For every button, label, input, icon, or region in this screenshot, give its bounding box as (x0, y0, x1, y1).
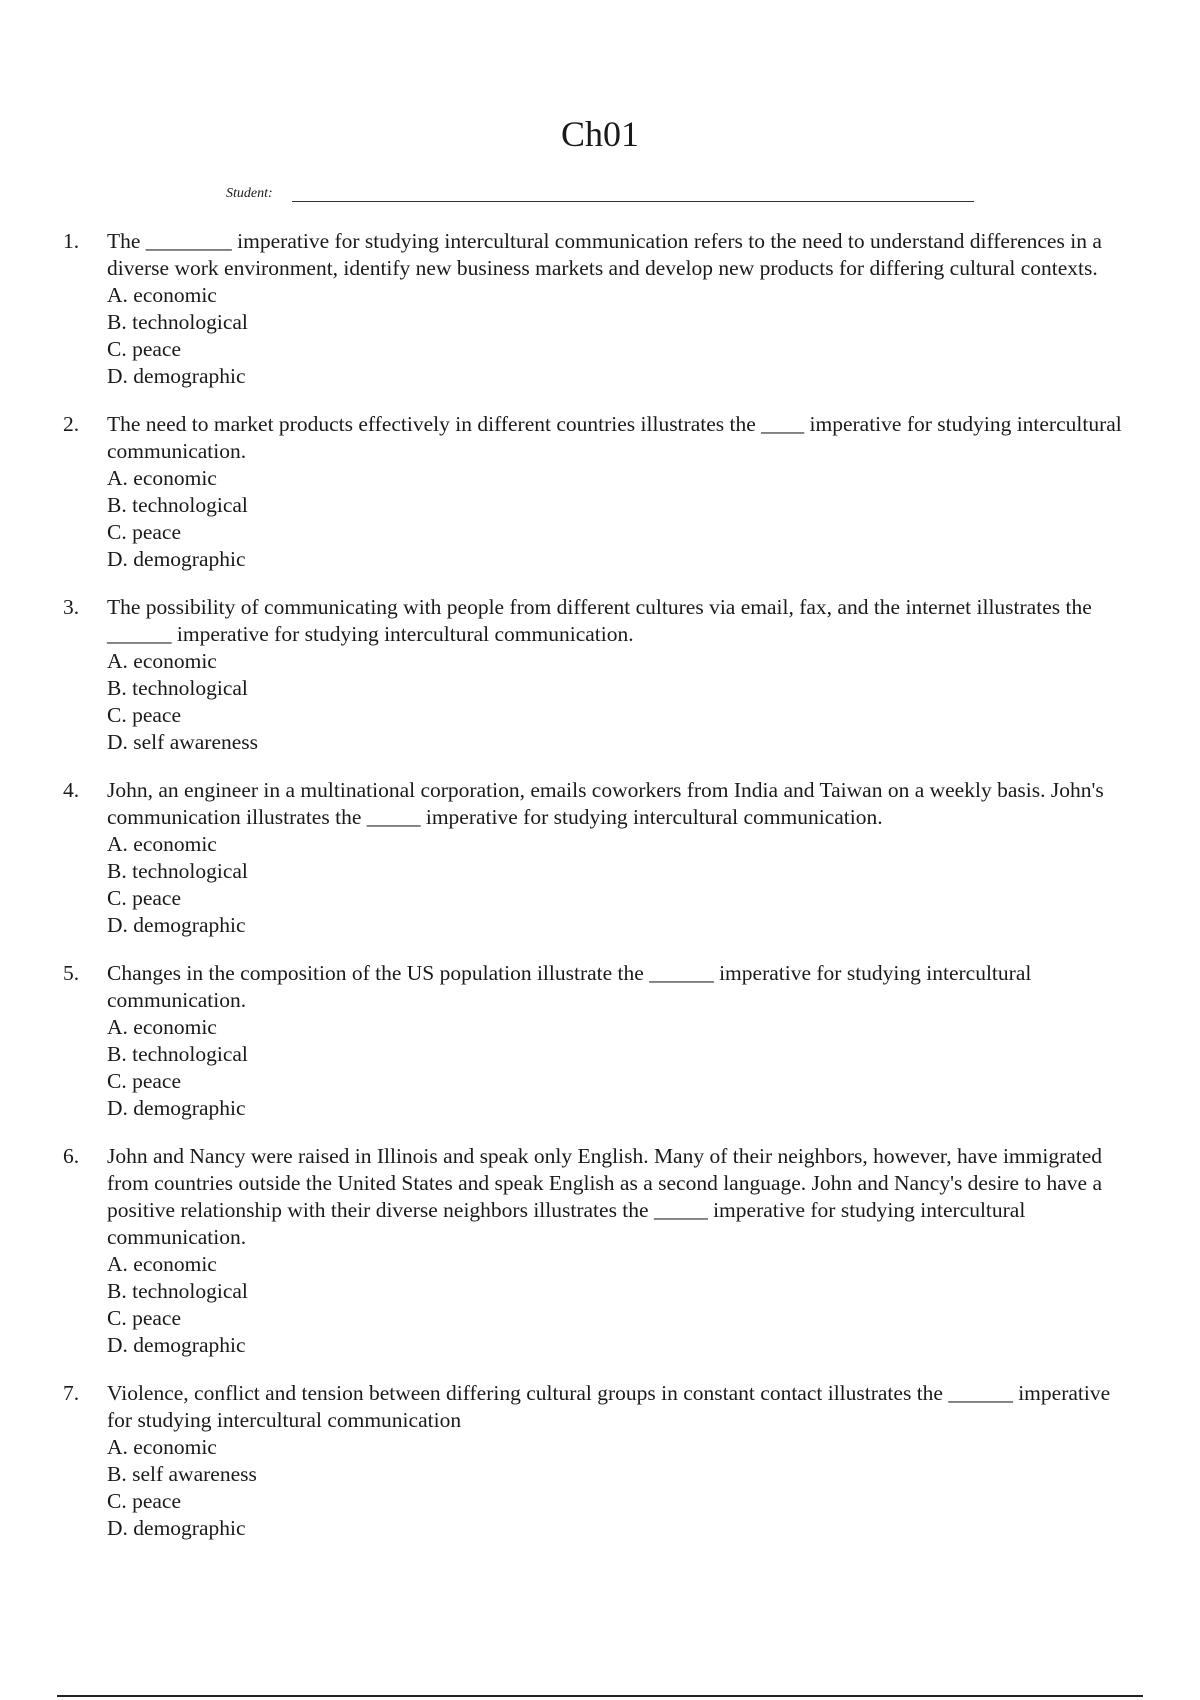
option-d: D. demographic (107, 1516, 246, 1540)
option-b: B. technological (107, 1042, 248, 1066)
option-a: A. economic (107, 1252, 217, 1276)
option-d: D. demographic (107, 547, 246, 571)
question-number: 1. (63, 229, 80, 253)
question-7 (60, 1380, 1140, 1542)
option-d: D. self awareness (107, 730, 259, 754)
option-d: D. demographic (107, 364, 246, 388)
student-label: Student: (226, 186, 273, 201)
option-a: A. economic (107, 283, 217, 307)
question-text: The need to market products effectively in different countries illustrates the ____ imperative for studying intercultural communication. (107, 412, 1122, 463)
question-number: 3. (63, 595, 80, 619)
option-c: C. peace (107, 337, 182, 361)
question-number: 2. (63, 412, 80, 436)
option-b: B. technological (107, 859, 248, 883)
option-c: C. peace (107, 703, 182, 727)
question-text: The possibility of communicating with people from different cultures via email, fax, and the internet illustrates the ______ imperative for studying intercultural communication. (107, 595, 1092, 646)
option-d: D. demographic (107, 913, 246, 937)
question-4 (60, 777, 1140, 939)
question-text: The ________ imperative for studying intercultural communication refers to the need to understand differences in a diverse work environment, identify new business markets and develop new products for differing cultural contexts. (107, 229, 1102, 280)
student-name-line[interactable] (292, 201, 974, 202)
question-text: John, an engineer in a multinational corporation, emails coworkers from India and Taiwan on a weekly basis. John's communication illustrates the _____ imperative for studying intercultural communication. (107, 778, 1104, 829)
question-1 (60, 228, 1140, 390)
option-a: A. economic (107, 649, 217, 673)
option-a: A. economic (107, 832, 217, 856)
option-d: D. demographic (107, 1333, 246, 1357)
question-text: Changes in the composition of the US population illustrate the ______ imperative for studying intercultural communication. (107, 961, 1032, 1012)
option-b: B. technological (107, 493, 248, 517)
option-c: C. peace (107, 886, 182, 910)
option-a: A. economic (107, 1435, 217, 1459)
question-number: 7. (63, 1381, 80, 1405)
option-a: A. economic (107, 1015, 217, 1039)
question-text: John and Nancy were raised in Illinois and speak only English. Many of their neighbors, however, have immigrated from countries outside the United States and speak English as a second language. John and Nancy's desire to have a positive relationship with their diverse neighbors illustrates the _____ imperative for studying intercultural communication. (107, 1144, 1103, 1249)
question-number: 5. (63, 961, 80, 985)
question-2 (60, 411, 1140, 573)
question-number: 4. (63, 778, 80, 802)
question-5 (60, 960, 1140, 1122)
question-list (60, 228, 1140, 1563)
option-c: C. peace (107, 1306, 182, 1330)
option-b: B. technological (107, 310, 248, 334)
option-c: C. peace (107, 1489, 182, 1513)
question-number: 6. (63, 1144, 80, 1168)
option-a: A. economic (107, 466, 217, 490)
option-c: C. peace (107, 1069, 182, 1093)
question-3 (60, 594, 1140, 756)
option-b: B. technological (107, 1279, 248, 1303)
option-b: B. technological (107, 676, 248, 700)
question-text: Violence, conflict and tension between differing cultural groups in constant contact illustrates the ______ imperative for studying intercultural communication (107, 1381, 1111, 1432)
option-b: B. self awareness (107, 1462, 257, 1486)
option-d: D. demographic (107, 1096, 246, 1120)
question-6 (60, 1143, 1140, 1359)
page-title: Ch01 (560, 114, 639, 154)
student-name-row (226, 184, 974, 206)
option-c: C. peace (107, 520, 182, 544)
bottom-divider (57, 1695, 1143, 1697)
